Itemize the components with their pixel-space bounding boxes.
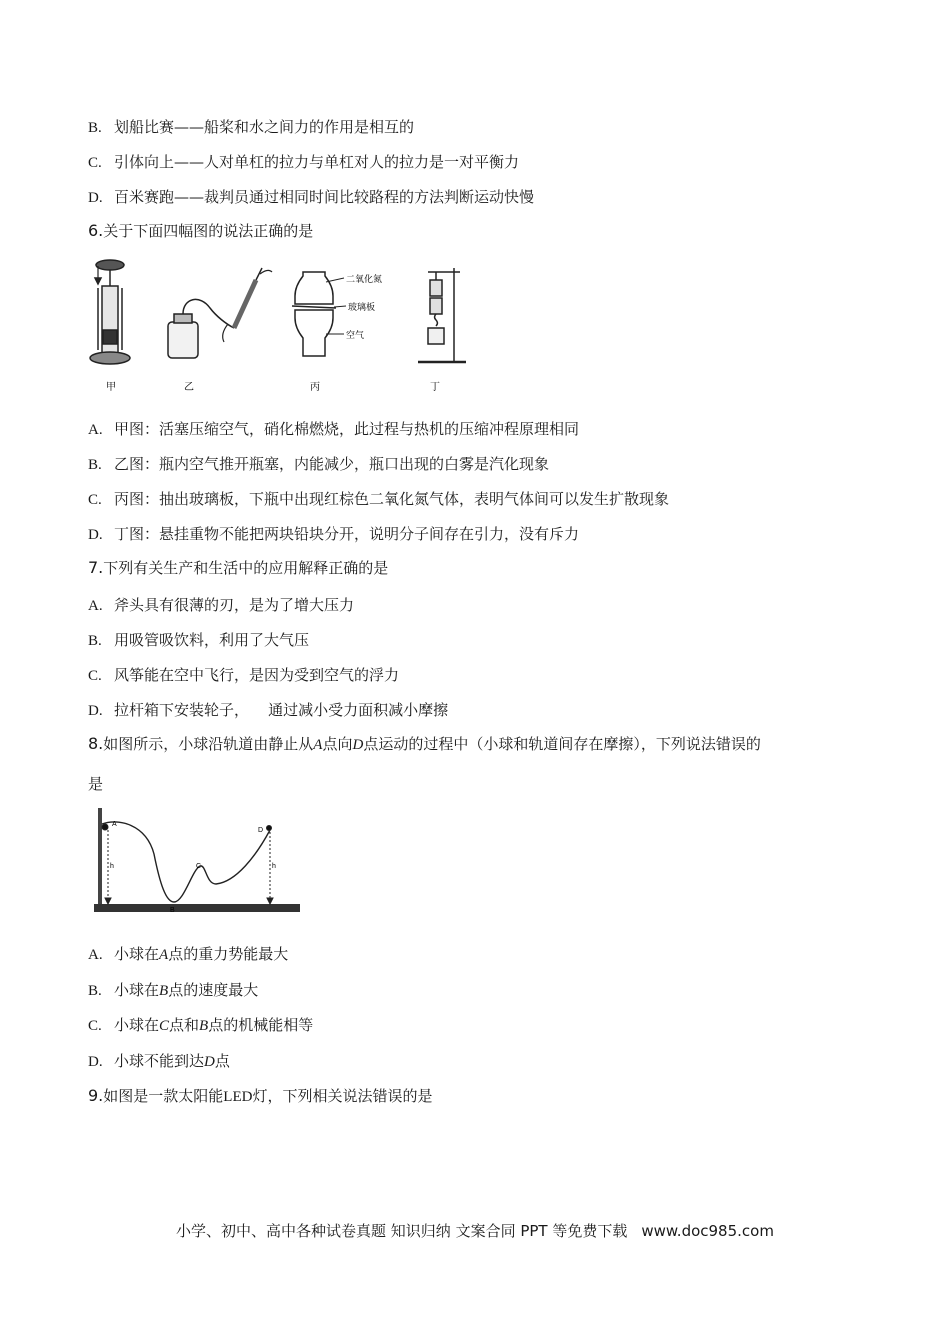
fig-ding-lead-blocks [418,268,466,362]
fig-jia-piston-apparatus [90,260,130,364]
track-label-b: B [170,907,175,914]
fig-bing-gas-bottles [292,272,346,356]
fig-label-ding: 丁 [430,382,440,393]
q7-option-b: B. 用吸管吸饮料，利用了大气压 [88,631,310,649]
q7-stem: 7.下列有关生产和生活中的应用解释正确的是 [88,558,389,577]
track-label-a: A [112,821,117,828]
track-label-h2: h [272,863,276,870]
q8-option-a: A. 小球在A点的重力势能最大 [88,945,289,963]
fig-text-no2: 二氧化氮 [346,275,383,285]
fig-text-glass-plate: 玻璃板 [348,303,376,313]
q8-option-b: B. 小球在B点的速度最大 [88,981,259,999]
track-label-h1: h [110,863,114,870]
fig-label-yi: 乙 [184,382,194,393]
footer-url[interactable]: www.doc985.com [641,1222,774,1240]
q5-option-c: C. 引体向上——人对单杠的拉力与单杠对人的拉力是一对平衡力 [88,153,520,171]
q7-option-c: C. 风筝能在空中飞行，是因为受到空气的浮力 [88,666,400,684]
q7-option-a: A. 斧头具有很薄的刃，是为了增大压力 [88,596,355,614]
fig-text-air: 空气 [346,331,365,341]
q6-option-a: A. 甲图：活塞压缩空气，硝化棉燃烧，此过程与热机的压缩冲程原理相同 [88,420,580,438]
track-label-d: D [258,827,264,834]
fig-yi-bottle-pump [168,268,272,358]
q5-option-b: B. 划船比赛——船桨和水之间力的作用是相互的 [88,118,415,136]
fig-label-jia: 甲 [106,382,116,393]
q6-option-d: D. 丁图：悬挂重物不能把两块铅块分开，说明分子间存在引力，没有斥力 [88,525,580,543]
q6-option-c: C. 丙图：抽出玻璃板，下瓶中出现红棕色二氧化氮气体，表明气体间可以发生扩散现象 [88,490,670,508]
track-stand [94,808,300,912]
q9-stem: 9.如图是一款太阳能LED灯，下列相关说法错误的是 [88,1086,433,1105]
q6-figure [88,258,488,398]
q5-option-d: D. 百米赛跑——裁判员通过相同时间比较路程的方法判断运动快慢 [88,188,535,206]
q8-stem: 8.如图所示，小球沿轨道由静止从A点向D点运动的过程中（小球和轨道间存在摩擦），下列说法错误的 [88,734,761,753]
page-footer [0,1220,950,1241]
footer-text: 小学、初中、高中各种试卷真题 知识归纳 文案合同 PPT 等免费下载 [176,1222,628,1240]
q8-stem-continued: 是 [88,775,104,793]
q8-option-d: D. 小球不能到达D点 [88,1052,230,1070]
q6-stem: 6.关于下面四幅图的说法正确的是 [88,221,314,240]
fig-label-bing: 丙 [310,382,320,393]
q6-option-b: B. 乙图：瓶内空气推开瓶塞，内能减少，瓶口出现的白雾是汽化现象 [88,455,550,473]
track-label-c: C [196,863,202,870]
q8-track-figure [88,804,306,918]
q8-option-c: C. 小球在C点和B点的机械能相等 [88,1016,314,1034]
q7-option-d: D. 拉杆箱下安装轮子， 通过减小受力面积减小摩擦 [88,701,449,719]
